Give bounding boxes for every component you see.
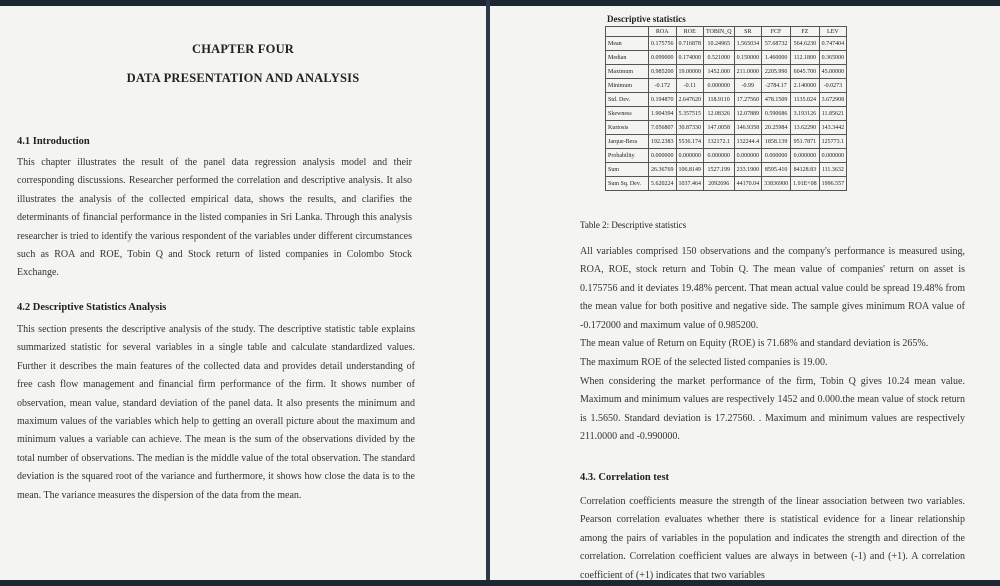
table-cell: 1.460000 bbox=[762, 51, 791, 65]
table-cell: 2.647620 bbox=[676, 93, 704, 107]
table-cell: 0.175756 bbox=[649, 37, 677, 51]
correlation-paragraph: Correlation coefficients measure the strength of the linear association between two variables. Pearson correlation evaluates whether there is statistical evidence for a linear relationship among the pairs of variables in the population and indicates the strength and direction of the correlation. Correlation coefficient values are always in between (-1) and (+1). A correlation coefficient of (+1) indicates that two variables bbox=[580, 496, 965, 580]
descriptive-heading: 4.2 Descriptive Statistics Analysis bbox=[17, 302, 167, 313]
table-header-row bbox=[606, 27, 847, 37]
table-cell: 1037.464 bbox=[676, 177, 704, 191]
table-cell: 45.00000 bbox=[819, 65, 847, 79]
table-cell: 211.0000 bbox=[734, 65, 762, 79]
table-cell: 20.25984 bbox=[762, 121, 791, 135]
table-cell: 0.000000 bbox=[762, 149, 791, 163]
table-row bbox=[606, 93, 847, 107]
table-header-cell: LEV bbox=[819, 27, 847, 37]
table-cell: 125773.1 bbox=[819, 135, 847, 149]
table-cell: 57.68732 bbox=[762, 37, 791, 51]
table-header-cell: ROE bbox=[676, 27, 704, 37]
table-cell: 233.1900 bbox=[734, 163, 762, 177]
table-cell: 6045.700 bbox=[791, 65, 820, 79]
table-cell: 478.1509 bbox=[762, 93, 791, 107]
table-cell: -0.172 bbox=[649, 79, 677, 93]
table-header-cell: FCF bbox=[762, 27, 791, 37]
table-cell: 2.140000 bbox=[791, 79, 820, 93]
results-paragraph-4: When considering the market performance of the firm, Tobin Q gives 10.24 mean value. Maximum and minimum values are respectively 1452 and 0.000.the mean value of stock return is 1.5650. Standard deviation is 17.27560. . Maximum and minimum values are respectively 211.0000 and -0.990000. bbox=[580, 376, 965, 443]
table-cell: 0.194870 bbox=[649, 93, 677, 107]
table-cell: 0.150000 bbox=[734, 51, 762, 65]
table-cell: 0.000000 bbox=[819, 149, 847, 163]
table-cell: 0.985200 bbox=[649, 65, 677, 79]
bottom-border bbox=[0, 580, 1000, 586]
table-cell: 5536.174 bbox=[676, 135, 704, 149]
table-cell: 0.716878 bbox=[676, 37, 704, 51]
table-cell: 84128.83 bbox=[791, 163, 820, 177]
left-page bbox=[0, 6, 486, 580]
table-header-cell: ROA bbox=[649, 27, 677, 37]
table-row bbox=[606, 177, 847, 191]
table-cell: 146.9358 bbox=[734, 121, 762, 135]
table-cell: 106.8149 bbox=[676, 163, 704, 177]
row-label: Std. Dev. bbox=[606, 93, 649, 107]
row-label: Median bbox=[606, 51, 649, 65]
table-cell: 0.000000 bbox=[704, 79, 735, 93]
table-row bbox=[606, 79, 847, 93]
table-cell: 7.056807 bbox=[649, 121, 677, 135]
table-cell: 951.7871 bbox=[791, 135, 820, 149]
table-cell: 564.6230 bbox=[791, 37, 820, 51]
table-cell: 5.620224 bbox=[649, 177, 677, 191]
descriptive-paragraph: This section presents the descriptive analysis of the study. The descriptive statistic table explains summarized statistic for several variables in a single table and calculate standardized values. Further it describes the main features of the collected data and provides detail understanding of free cash flow management and financial firm performance of the firm. It shows number of observation, mean value, standard deviation of the panel data. It also presents the minimum and maximum values of the variables which help to getting an overall picture about the maximum and minimum values a variable can achieve. The mean is the sum of the observations divided by the total number of observations. The median is the middle value of the total observation. The standard deviation is the squared root of the variance and furthermore, it shows how close the data is to the mean. The variance measures the dispersion of the data from the mean. bbox=[17, 324, 415, 501]
row-label: Mean bbox=[606, 37, 649, 51]
table-row bbox=[606, 51, 847, 65]
table-header-cell: SR bbox=[734, 27, 762, 37]
intro-paragraph: This chapter illustrates the result of the panel data regression analysis model and their corresponding discussions. Researcher performed the correlation and descriptive analysis. It also illustrates the analysis of the collected empirical data, shows the results, and clarifies the determinants of financial performance in the listed companies in Sri Lanka. Through this analysis researcher is tried to identify the various respondent of the variables under different circumstances such as ROA and ROE, Tobin Q and Stock return of listed companies in Colombo Stock Exchange. bbox=[17, 157, 412, 279]
row-label: Sum Sq. Dev. bbox=[606, 177, 649, 191]
table-cell: 3.672908 bbox=[819, 93, 847, 107]
table-cell: 0.521000 bbox=[704, 51, 735, 65]
table-cell: 192.2383 bbox=[649, 135, 677, 149]
table-cell: 132244.4 bbox=[734, 135, 762, 149]
table-cell: 17.27560 bbox=[734, 93, 762, 107]
table-cell: 12.08326 bbox=[704, 107, 735, 121]
row-label: Skewness bbox=[606, 107, 649, 121]
table-cell: -2784.17 bbox=[762, 79, 791, 93]
results-paragraph-2: The mean value of Return on Equity (ROE) is 71.68% and standard deviation is 265%. bbox=[580, 338, 929, 349]
table-cell: -0.0273 bbox=[819, 79, 847, 93]
table-cell: 111.3632 bbox=[819, 163, 847, 177]
table-cell: 1858.139 bbox=[762, 135, 791, 149]
table-cell: 3.193126 bbox=[791, 107, 820, 121]
table-cell: 1527.199 bbox=[704, 163, 735, 177]
descriptive-stats-table bbox=[605, 26, 847, 191]
table-cell: 26.36769 bbox=[649, 163, 677, 177]
chapter-title: DATA PRESENTATION AND ANALYSIS bbox=[126, 71, 360, 85]
row-label: Probability bbox=[606, 149, 649, 163]
table-cell: 0.747404 bbox=[819, 37, 847, 51]
table-row bbox=[606, 37, 847, 51]
table-cell: 1.565034 bbox=[734, 37, 762, 51]
table-row bbox=[606, 121, 847, 135]
table-cell: 1135.024 bbox=[791, 93, 820, 107]
table-cell: 10.24965 bbox=[704, 37, 735, 51]
table-title: Descriptive statistics bbox=[607, 14, 686, 24]
table-cell: 0.365000 bbox=[819, 51, 847, 65]
row-label: Sum bbox=[606, 163, 649, 177]
right-page bbox=[490, 6, 1000, 580]
table-cell: 30.87330 bbox=[676, 121, 704, 135]
table-cell: -0.11 bbox=[676, 79, 704, 93]
table-row bbox=[606, 135, 847, 149]
table-cell: 118.9110 bbox=[704, 93, 735, 107]
chapter-label: CHAPTER FOUR bbox=[191, 42, 295, 56]
table-cell: 1996.557 bbox=[819, 177, 847, 191]
row-label: Kurtosis bbox=[606, 121, 649, 135]
table-row bbox=[606, 149, 847, 163]
table-cell: 0.000000 bbox=[734, 149, 762, 163]
table-cell: 13.62290 bbox=[791, 121, 820, 135]
table-cell: 0.000000 bbox=[791, 149, 820, 163]
table-cell: 1.904394 bbox=[649, 107, 677, 121]
table-cell: 112.1800 bbox=[791, 51, 820, 65]
table-cell: 0.590686 bbox=[762, 107, 791, 121]
table-cell: 132172.1 bbox=[704, 135, 735, 149]
table-cell: 0.000000 bbox=[704, 149, 735, 163]
table-header-cell: FZ bbox=[791, 27, 820, 37]
table-cell: 12.07889 bbox=[734, 107, 762, 121]
table-cell: 143.3442 bbox=[819, 121, 847, 135]
table-cell: 2092696 bbox=[704, 177, 735, 191]
table-row bbox=[606, 65, 847, 79]
table-cell: 44170.04 bbox=[734, 177, 762, 191]
table-cell: 11.85621 bbox=[819, 107, 847, 121]
table-cell: 0.000000 bbox=[649, 149, 677, 163]
row-label: Jarque-Bera bbox=[606, 135, 649, 149]
table-cell: 1452.000 bbox=[704, 65, 735, 79]
table-cell: -0.99 bbox=[734, 79, 762, 93]
row-label: Maximum bbox=[606, 65, 649, 79]
correlation-heading: 4.3. Correlation test bbox=[580, 472, 670, 483]
intro-heading: 4.1 Introduction bbox=[17, 136, 90, 147]
table-cell: 0.000000 bbox=[676, 149, 704, 163]
results-paragraph-3: The maximum ROE of the selected listed companies is 19.00. bbox=[580, 357, 828, 368]
table-cell: 147.0058 bbox=[704, 121, 735, 135]
table-cell: 2205.990 bbox=[762, 65, 791, 79]
table-header-corner bbox=[606, 27, 649, 37]
table-row bbox=[606, 107, 847, 121]
table-header-cell: TOBIN_Q bbox=[704, 27, 735, 37]
table-cell: 33836900 bbox=[762, 177, 791, 191]
table-cell: 5.357515 bbox=[676, 107, 704, 121]
row-label: Minimum bbox=[606, 79, 649, 93]
table-cell: 0.099000 bbox=[649, 51, 677, 65]
table-cell: 19.00000 bbox=[676, 65, 704, 79]
table-cell: 8595.410 bbox=[762, 163, 791, 177]
table-cell: 0.174000 bbox=[676, 51, 704, 65]
table-cell: 1.91E+08 bbox=[791, 177, 820, 191]
results-paragraph-1: All variables comprised 150 observations and the company's performance is measured using, ROA, ROE, stock return and Tobin Q. The mean value of companies' return on asset is 0.175756 and it deviates 19.48% percent. That mean actual value could be spread 19.48% from the mean value for both positive and negative side. The sample gives minimum ROA value of -0.172000 and maximum value of 0.985200. bbox=[580, 246, 965, 331]
table-row bbox=[606, 163, 847, 177]
table-caption: Table 2: Descriptive statistics bbox=[580, 220, 687, 230]
